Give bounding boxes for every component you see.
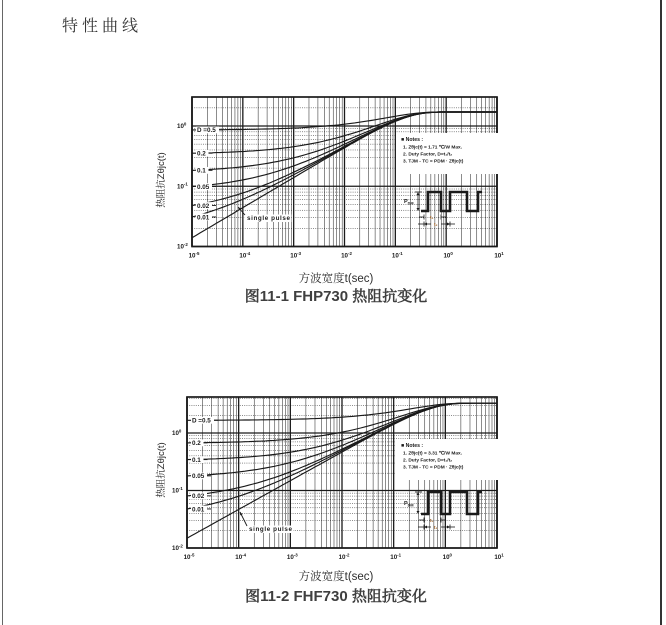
fig1-y-axis-label: 热阻抗Zθjc(t) [156,152,167,208]
svg-text:10-5: $10^{-5}$ [183,552,195,561]
svg-text:10-5: $10^{-5}$ [188,250,200,260]
svg-text:10-1: $10^{-1}$ [391,250,403,260]
svg-text:10-2: $10^{-2}$ [338,552,350,561]
svg-text:10-4: $10^{-4}$ [235,552,247,561]
svg-text:■ Notes :: ■ Notes : [401,443,424,449]
svg-text:10-1: $10^{-1}$ [177,181,188,191]
svg-text:single pulse: single pulse [247,215,291,222]
svg-text:0.05: 0.05 [197,183,210,191]
svg-text:0.02: 0.02 [197,202,210,210]
svg-text:PDM: $P_{DM}$ [404,501,414,508]
fig2-y-axis-label: 热阻抗Zθjc(t) [156,442,167,498]
svg-text:2. Duty Factor, D=t₁/t₂: 2. Duty Factor, D=t₁/t₂ [403,458,453,464]
svg-text:0.2: 0.2 [197,150,206,158]
svg-text:single pulse: single pulse [249,526,293,533]
svg-text:0.01: 0.01 [192,506,205,514]
svg-text:D =0.5: D =0.5 [192,417,211,425]
svg-text:100: $10^0$ [442,552,453,561]
svg-text:0.1: 0.1 [192,456,201,464]
svg-text:1. Zθjc(t) = 3.31 ℃/W Max.: 1. Zθjc(t) = 3.31 ℃/W Max. [403,451,463,457]
svg-text:10-2: $10^{-2}$ [341,250,352,260]
svg-text:101: $10^1$ [494,250,504,260]
svg-text:t₁: t₁ [430,518,434,523]
notes-box [396,439,498,480]
svg-text:101: $10^1$ [494,552,504,561]
svg-text:3. TJM - TC = PDM · Zθjc(t): 3. TJM - TC = PDM · Zθjc(t) [403,465,464,471]
svg-text:t₁: t₁ [430,215,434,220]
svg-text:10-2: $10^{-2}$ [177,241,188,251]
svg-text:t₂: t₂ [434,525,438,530]
notes-box [396,133,498,174]
svg-text:100: $10^0$ [443,250,453,260]
svg-text:10-1: $10^{-1}$ [172,485,183,495]
svg-text:PDM: $P_{DM}$ [404,199,414,206]
chart-panel-2 [172,397,504,561]
svg-text:10-3: $10^{-3}$ [290,250,302,260]
chart-panel-1 [177,97,504,260]
single-pulse-label [238,207,291,222]
svg-text:0.2: 0.2 [192,440,201,448]
svg-text:0.02: 0.02 [192,493,205,501]
svg-text:t₂: t₂ [434,222,438,227]
svg-text:0.01: 0.01 [197,214,210,222]
svg-text:10-4: $10^{-4}$ [239,250,251,260]
fig2-x-axis-label: 方波宽度t(sec) [298,571,374,583]
svg-text:0.05: 0.05 [192,473,205,481]
svg-text:100: $10^0$ [172,428,182,437]
duty-factor-labels [196,126,223,221]
fig1-x-axis-label: 方波宽度t(sec) [298,273,374,285]
pulse-waveform-icon [401,488,497,532]
svg-text:10-1: $10^{-1}$ [390,552,402,561]
svg-text:2. Duty Factor, D=t₁/t₂: 2. Duty Factor, D=t₁/t₂ [403,152,453,158]
pulse-waveform-icon [401,188,497,229]
fig2-caption: 图11-2 FHF730 热阻抗变化 [245,588,427,605]
svg-text:D =0.5: D =0.5 [197,127,216,135]
svg-text:■ Notes :: ■ Notes : [401,137,424,143]
svg-text:10-2: $10^{-2}$ [172,543,183,552]
svg-text:3. TJM - TC = PDM · Zθjc(t): 3. TJM - TC = PDM · Zθjc(t) [403,159,464,165]
svg-text:1. Zθjc(t) = 1.71 ℃/W Max.: 1. Zθjc(t) = 1.71 ℃/W Max. [403,145,463,151]
page-title: 特性曲线 [62,18,143,35]
duty-factor-labels [191,417,218,513]
fig1-caption: 图11-1 FHP730 热阻抗变化 [244,288,428,305]
svg-text:10-3: $10^{-3}$ [286,552,298,561]
svg-text:0.1: 0.1 [197,167,206,175]
svg-text:100: $10^0$ [177,121,187,130]
